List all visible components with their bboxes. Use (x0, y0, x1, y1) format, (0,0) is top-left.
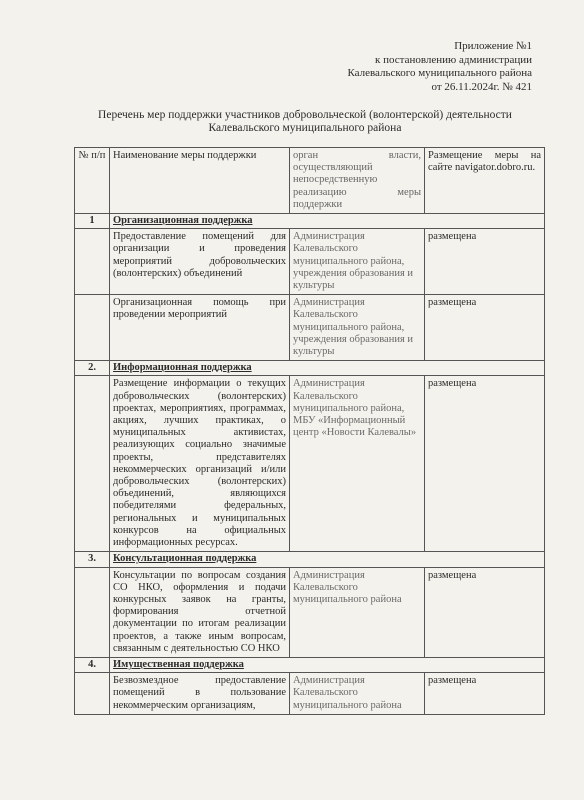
table-row (75, 673, 545, 715)
document-title-line2: Калевальского муниципального района (208, 122, 402, 134)
row-num-cell (75, 295, 110, 361)
table-row (75, 376, 545, 552)
section-number: 3. (75, 552, 110, 567)
measure-org: Администрация Калевальского муниципального района, учреждения образования и культуры (290, 229, 425, 295)
appendix-resolution: к постановлению администрации (375, 53, 532, 66)
header-org: орган власти, осуществляющий непосредственную реализацию меры поддержки (290, 148, 425, 214)
appendix-district: Калевальского муниципального района (347, 67, 532, 79)
measure-org: Администрация Калевальского муниципального района (290, 567, 425, 657)
section-row (75, 361, 545, 376)
document-title (70, 109, 540, 135)
table-header-row (75, 148, 545, 214)
appendix-header (347, 40, 532, 94)
measure-name: Предоставление помещений для организации и проведения мероприятий добровольческих (волонтерских) объединений (110, 229, 290, 295)
measure-name: Организационная помощь при проведении мероприятий (110, 295, 290, 361)
measure-org: Администрация Калевальского муниципального района, учреждения образования и культуры (290, 295, 425, 361)
row-num-cell (75, 376, 110, 552)
measure-name: Консультации по вопросам создания СО НКО, оформления и подачи конкурсных заявок на гранты, формирования отчетной документации по итогам реализации проектов, а также иным вопросам, связанным с деятельностью СО НКО (110, 567, 290, 657)
table-row (75, 295, 545, 361)
measure-site: размещена (425, 229, 545, 295)
section-title: Имущественная поддержка (110, 657, 545, 672)
table-row (75, 229, 545, 295)
measure-site: размещена (425, 673, 545, 715)
measure-name: Размещение информации о текущих добровольческих (волонтерских) проектах, мероприятиях, программах, акциях, лучших практиках, о муниципальных активистах, реализующих социально значимые проекты, представителях некоммерческих организаций и/или добровольческих (волонтерских) объединений, являющихся победителями федеральных, региональных и муниципальных конкурсов на официальных информационных ресурсах. (110, 376, 290, 552)
section-number: 2. (75, 361, 110, 376)
measure-org: Администрация Калевальского муниципального района (290, 673, 425, 715)
row-num-cell (75, 229, 110, 295)
appendix-date: от 26.11.2024г. № 421 (431, 80, 532, 93)
section-row (75, 214, 545, 229)
appendix-number: Приложение №1 (454, 40, 532, 52)
support-measures-table (74, 147, 545, 715)
section-title: Консультационная поддержка (110, 552, 545, 567)
section-number: 4. (75, 657, 110, 672)
header-name: Наименование меры поддержки (110, 148, 290, 214)
table-row (75, 567, 545, 657)
row-num-cell (75, 567, 110, 657)
measure-site: размещена (425, 567, 545, 657)
measure-site: размещена (425, 376, 545, 552)
section-row (75, 657, 545, 672)
section-row (75, 552, 545, 567)
section-title: Информационная поддержка (110, 361, 545, 376)
section-number: 1 (75, 214, 110, 229)
measure-org: Администрация Калевальского муниципального района, МБУ «Информационный центр «Новости Калевалы» (290, 376, 425, 552)
document-title-line1: Перечень мер поддержки участников добровольческой (волонтерской) деятельности (98, 109, 512, 121)
row-num-cell (75, 673, 110, 715)
measure-name: Безвозмездное предоставление помещений в пользование некоммерческим организациям, (110, 673, 290, 715)
section-title: Организационная поддержка (110, 214, 545, 229)
header-site: Размещение меры на сайте navigator.dobro.ru. (425, 148, 545, 214)
measure-site: размещена (425, 295, 545, 361)
header-num: № п/п (75, 148, 110, 214)
